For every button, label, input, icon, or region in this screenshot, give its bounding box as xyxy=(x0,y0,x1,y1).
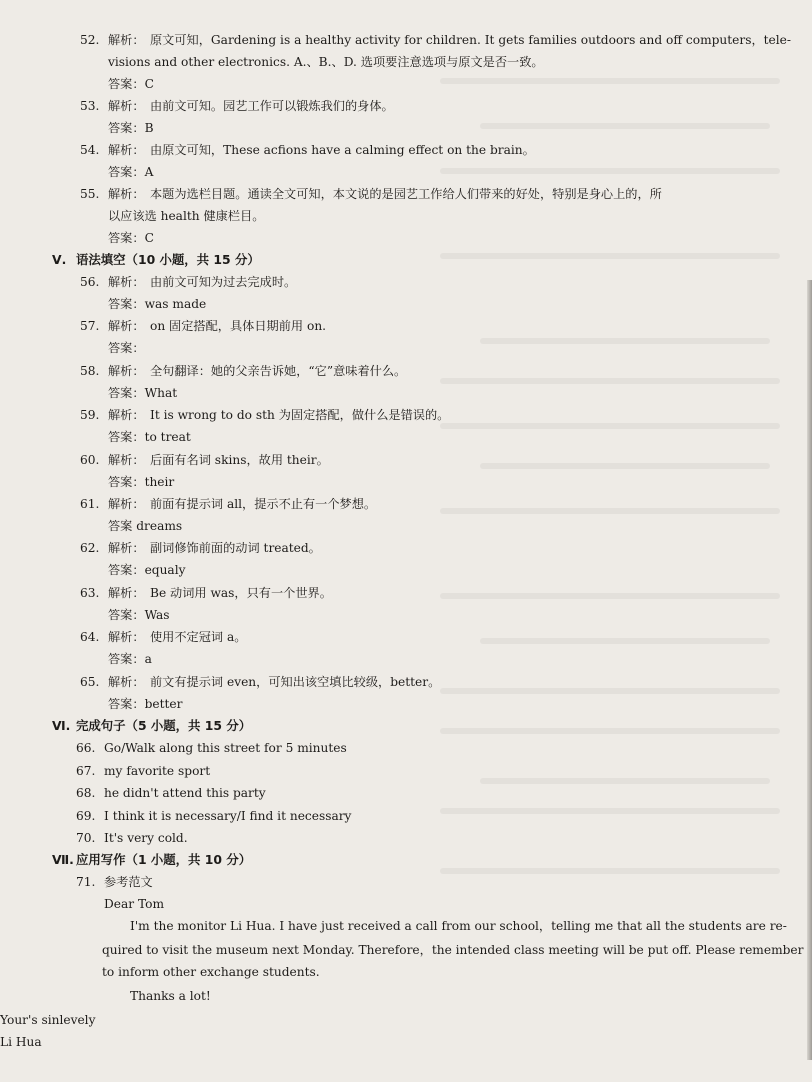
answer-line xyxy=(108,607,170,623)
item-number: 58. xyxy=(80,364,100,378)
bleed-through-mark xyxy=(480,463,770,469)
section-heading xyxy=(52,252,260,268)
analysis-text: 原文可知，Gardening is a healthy activity for children. It gets families outdoors and off computers，tele- xyxy=(150,33,791,47)
analysis-label: 解析： xyxy=(108,99,145,113)
answer-label: 答案： xyxy=(108,652,145,666)
essay-heading: 参考范文 xyxy=(104,875,153,889)
answer-label: 答案： xyxy=(108,77,145,91)
item-number: 70. xyxy=(76,831,96,845)
item-number: 71. xyxy=(76,875,96,889)
item-number: 68. xyxy=(76,786,96,800)
answer-line xyxy=(108,651,152,667)
essay-thanks: Thanks a lot! xyxy=(130,989,211,1003)
answer-label: 答案： xyxy=(108,165,145,179)
answer-value: B xyxy=(144,121,154,135)
answer-value: C xyxy=(144,231,154,245)
page-edge-shadow xyxy=(807,280,812,1060)
analysis-label: 解析： xyxy=(108,541,145,555)
answer-label: 答案： xyxy=(108,386,145,400)
answer-label: 答案： xyxy=(108,297,145,311)
analysis-text: 全句翻译：她的父亲告诉她，“它”意味着什么。 xyxy=(150,364,407,378)
bleed-through-mark xyxy=(440,593,780,599)
item-number: 53. xyxy=(80,99,100,113)
answer-line xyxy=(108,696,182,712)
answer-value: Was xyxy=(144,608,170,622)
answer-value: A xyxy=(144,165,154,179)
section-title: 语法填空（10 小题，共 15 分） xyxy=(76,252,260,267)
answer-value: better xyxy=(144,697,183,711)
bleed-through-mark xyxy=(440,168,780,174)
section-roman: Ⅶ. xyxy=(52,852,74,867)
bleed-through-mark xyxy=(440,688,780,694)
analysis-text: 由前文可知为过去完成时。 xyxy=(150,275,297,289)
answer-line xyxy=(108,230,154,246)
analysis-label: 解析： xyxy=(108,319,145,333)
analysis-text: on 固定搭配，具体日期前用 on. xyxy=(150,319,327,333)
bleed-through-mark xyxy=(480,638,770,644)
answer-value: a xyxy=(144,652,152,666)
analysis-text: 由前文可知。园艺工作可以锻炼我们的身体。 xyxy=(150,99,394,113)
essay-paragraph-line: to inform other exchange students. xyxy=(102,965,320,979)
sentence-answer: my favorite sport xyxy=(104,764,211,778)
analysis-text: 由原文可知，These acfions have a calming effect on the brain。 xyxy=(150,143,535,157)
answer-line xyxy=(108,120,154,136)
answer-label: 答案 xyxy=(108,519,137,533)
answer-line xyxy=(108,76,154,92)
essay-greeting: Dear Tom xyxy=(104,897,165,911)
section-title: 完成句子（5 小题，共 15 分） xyxy=(76,718,252,733)
answer-label: 答案： xyxy=(108,563,145,577)
analysis-text: 本题为选栏目题。通读全文可知，本文说的是园艺工作给人们带来的好处，特别是身心上的，所 xyxy=(150,187,662,201)
answer-value: was made xyxy=(144,297,207,311)
sentence-answer: I think it is necessary/I find it necessary xyxy=(104,809,352,823)
essay-closing: Your's sinlevely xyxy=(0,1013,96,1027)
answer-line xyxy=(108,429,191,445)
answer-line xyxy=(108,518,182,534)
analysis-label: 解析： xyxy=(108,630,145,644)
bleed-through-mark xyxy=(440,868,780,874)
section-heading xyxy=(52,852,251,868)
answer-label: 答案： xyxy=(108,430,145,444)
analysis-label: 解析： xyxy=(108,143,145,157)
item-number: 65. xyxy=(80,675,100,689)
item-number: 55. xyxy=(80,187,100,201)
item-number: 69. xyxy=(76,809,96,823)
bleed-through-mark xyxy=(480,338,770,344)
analysis-label: 解析： xyxy=(108,453,145,467)
sentence-answer: It's very cold. xyxy=(104,831,188,845)
answer-value: to treat xyxy=(144,430,191,444)
section-roman: Ⅴ. xyxy=(52,252,67,267)
analysis-text: 前文有提示词 even，可知出该空填比较级，better。 xyxy=(150,675,441,689)
analysis-label: 解析： xyxy=(108,408,145,422)
analysis-text: 副词修饰前面的动词 treated。 xyxy=(150,541,321,555)
analysis-text-continued: 以应该选 health 健康栏目。 xyxy=(108,209,265,223)
item-number: 62. xyxy=(80,541,100,555)
answer-value: C xyxy=(144,77,154,91)
item-number: 60. xyxy=(80,453,100,467)
analysis-label: 解析： xyxy=(108,275,145,289)
answer-label: 答案： xyxy=(108,475,145,489)
item-number: 64. xyxy=(80,630,100,644)
answer-label: 答案： xyxy=(108,231,145,245)
answer-value: equaly xyxy=(144,563,186,577)
answer-value: What xyxy=(144,386,178,400)
item-number: 54. xyxy=(80,143,100,157)
answer-value: their xyxy=(144,475,175,489)
answer-line xyxy=(108,385,177,401)
bleed-through-mark xyxy=(440,378,780,384)
analysis-label: 解析： xyxy=(108,33,145,47)
answer-line xyxy=(108,296,206,312)
bleed-through-mark xyxy=(440,78,780,84)
bleed-through-mark xyxy=(440,423,780,429)
analysis-label: 解析： xyxy=(108,586,145,600)
answer-line xyxy=(108,562,185,578)
section-title: 应用写作（1 小题，共 10 分） xyxy=(76,852,252,867)
analysis-label: 解析： xyxy=(108,187,145,201)
bleed-through-mark xyxy=(440,253,780,259)
answer-line xyxy=(108,340,145,356)
answer-line xyxy=(108,474,174,490)
sentence-answer: he didn't attend this party xyxy=(104,786,266,800)
bleed-through-mark xyxy=(440,508,780,514)
analysis-label: 解析： xyxy=(108,675,145,689)
sentence-answer: Go/Walk along this street for 5 minutes xyxy=(104,741,347,755)
analysis-text: 后面有名词 skins，故用 their。 xyxy=(150,453,329,467)
bleed-through-mark xyxy=(480,778,770,784)
item-number: 66. xyxy=(76,741,96,755)
bleed-through-mark xyxy=(440,728,780,734)
item-number: 63. xyxy=(80,586,100,600)
answer-label: 答案： xyxy=(108,341,145,355)
analysis-label: 解析： xyxy=(108,497,145,511)
answer-label: 答案： xyxy=(108,121,145,135)
answer-line xyxy=(108,164,153,180)
essay-paragraph-line: I'm the monitor Li Hua. I have just received a call from our school，telling me that all the students are re- xyxy=(130,919,787,933)
item-number: 57. xyxy=(80,319,100,333)
essay-signature: Li Hua xyxy=(0,1035,42,1049)
item-number: 56. xyxy=(80,275,100,289)
analysis-text: 前面有提示词 all，提示不止有一个梦想。 xyxy=(150,497,377,511)
bleed-through-mark xyxy=(480,123,770,129)
item-number: 67. xyxy=(76,764,96,778)
analysis-text: 使用不定冠词 a。 xyxy=(150,630,247,644)
essay-paragraph-line: quired to visit the museum next Monday. Therefore，the intended class meeting will be put off. Please remember xyxy=(102,943,804,957)
analysis-label: 解析： xyxy=(108,364,145,378)
answer-label: 答案： xyxy=(108,608,145,622)
section-roman: Ⅵ. xyxy=(52,718,71,733)
bleed-through-mark xyxy=(440,808,780,814)
item-number: 61. xyxy=(80,497,100,511)
answer-value: dreams xyxy=(136,519,183,533)
analysis-text: Be 动词用 was，只有一个世界。 xyxy=(150,586,332,600)
item-number: 52. xyxy=(80,33,100,47)
analysis-text-continued: visions and other electronics. A.、B.、D. 选项要注意选项与原文是否一致。 xyxy=(108,55,544,69)
answer-label: 答案： xyxy=(108,697,145,711)
section-heading xyxy=(52,718,251,734)
analysis-text: It is wrong to do sth 为固定搭配，做什么是错误的。 xyxy=(150,408,450,422)
item-number: 59. xyxy=(80,408,100,422)
